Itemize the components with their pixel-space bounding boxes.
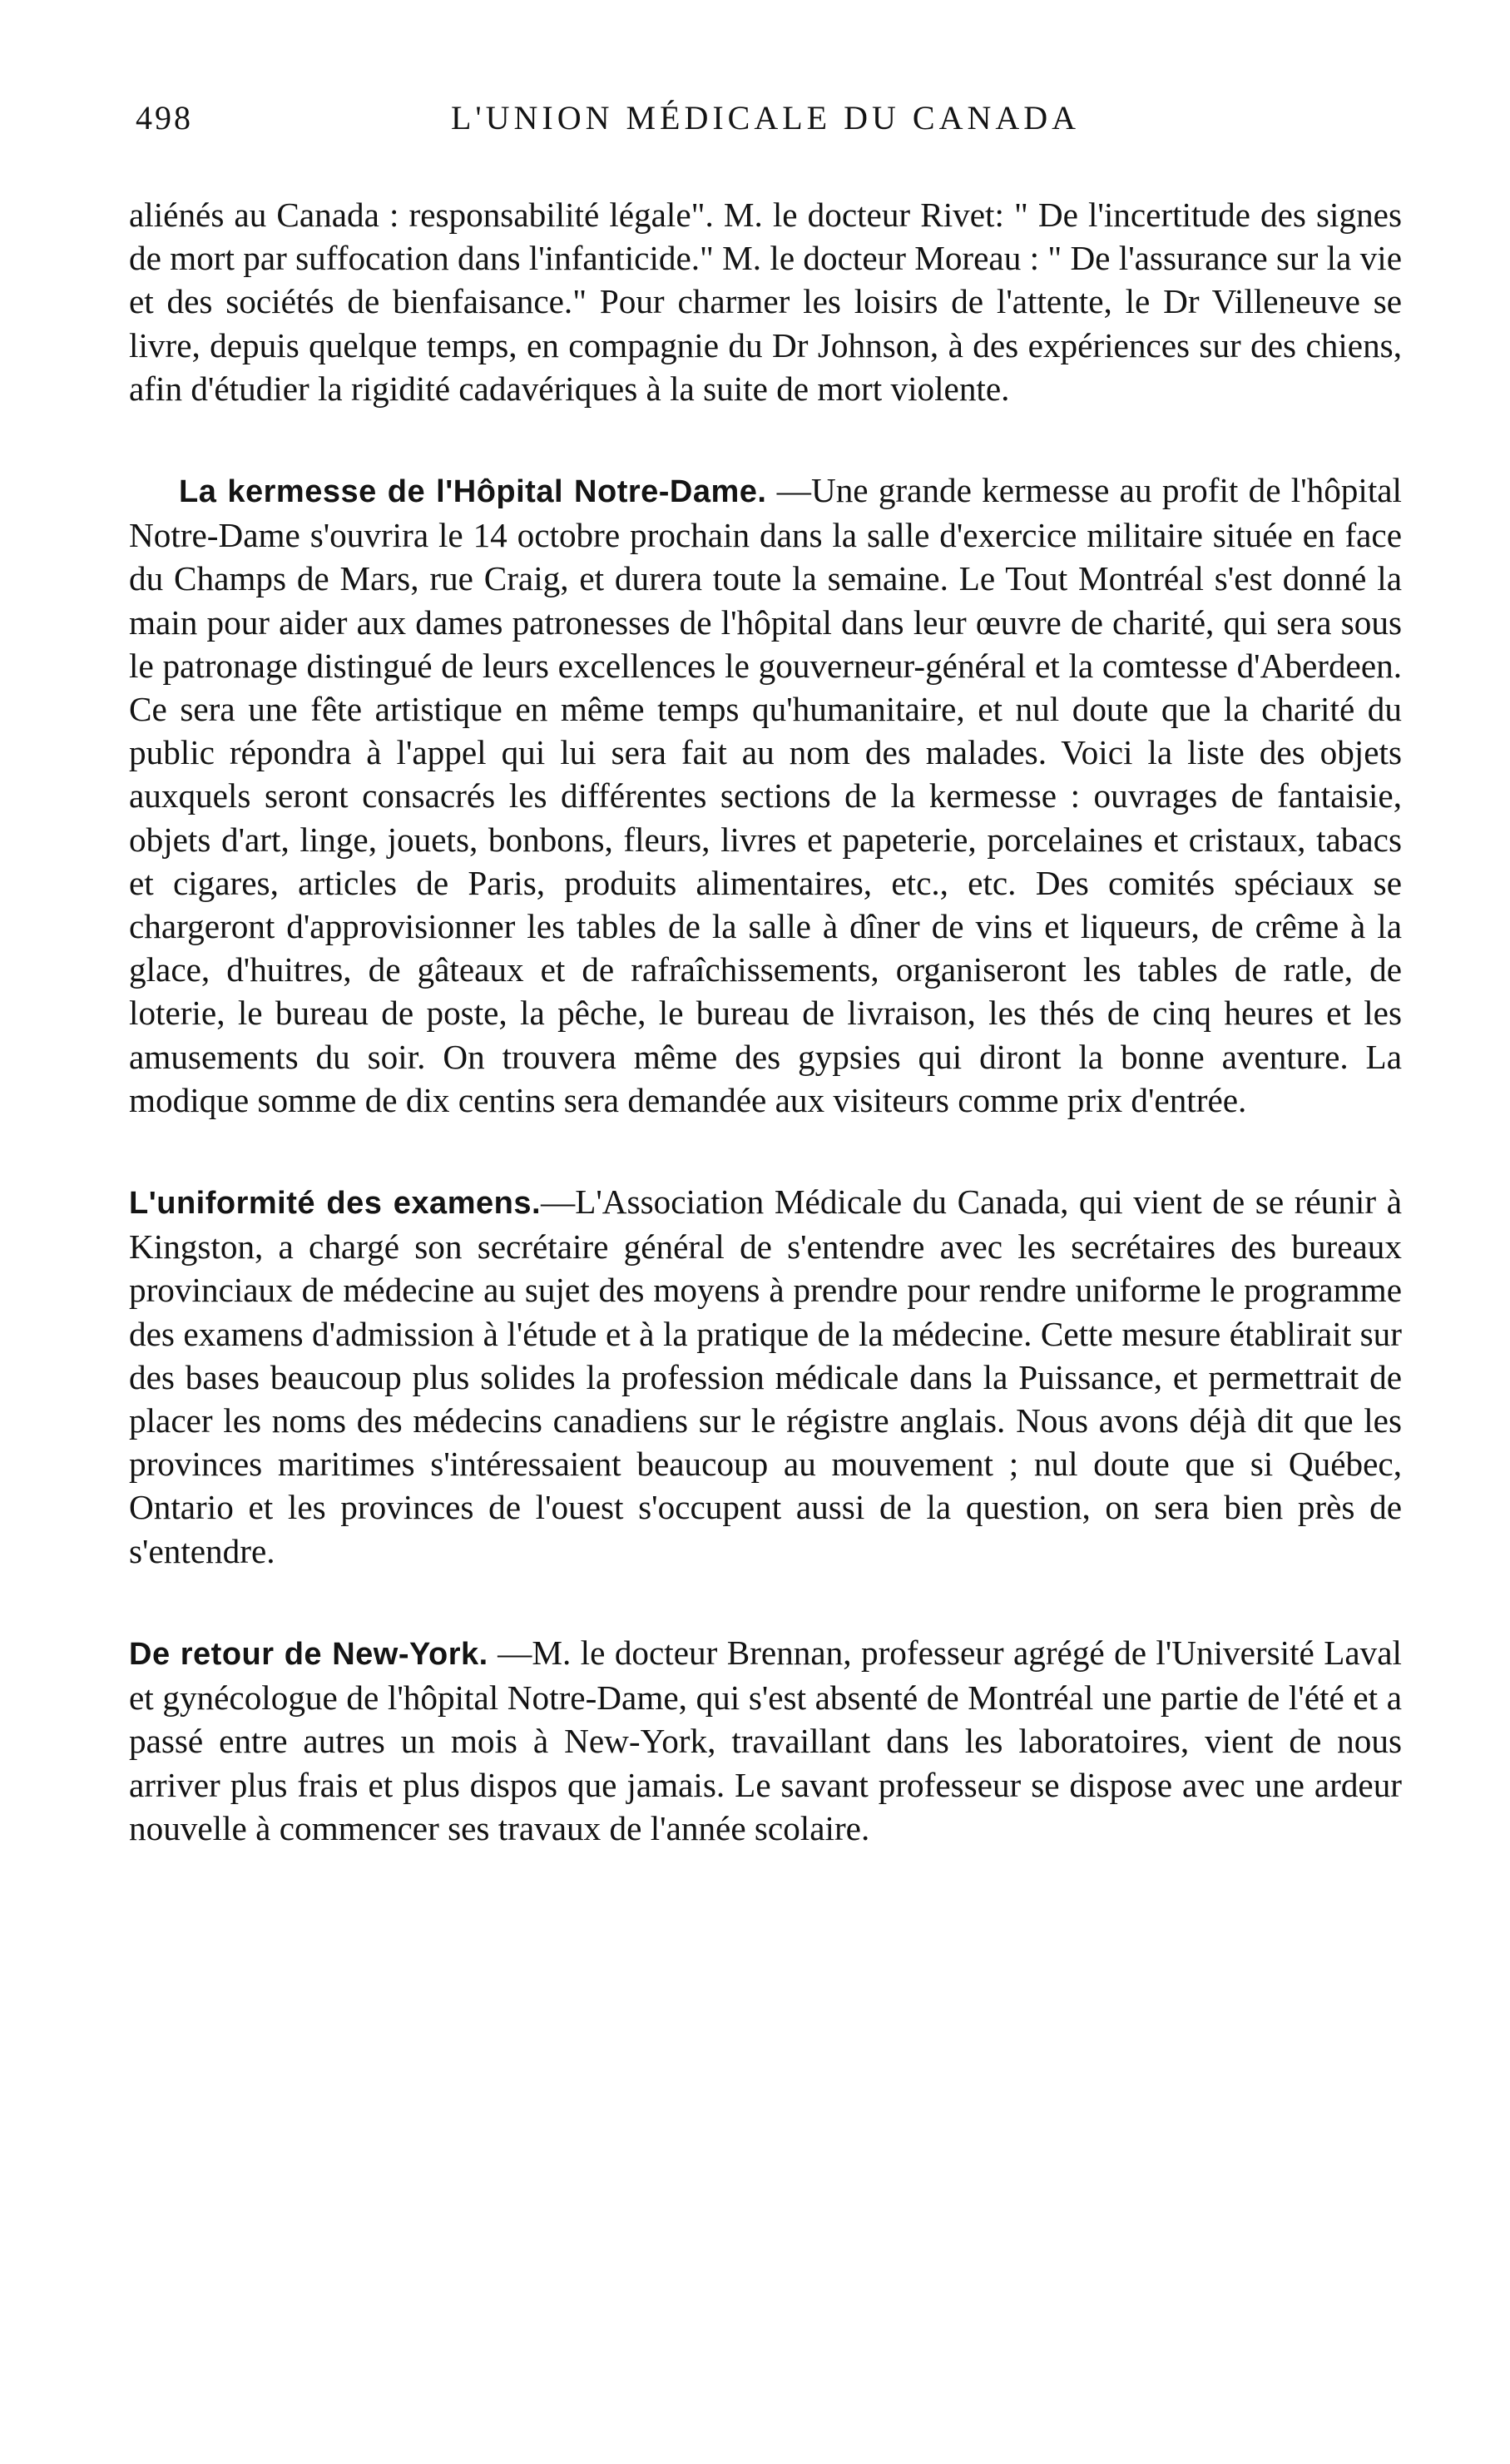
paragraph-text: —M. le docteur Brennan, professeur agrégé de l'Université Laval et gynécologue de l'hôpital Notre-Dame, qui s'est absenté de Montréal une partie de l'été et a passé entre autres un mois à New-York, travaillant dans les laboratoires, vient de nous arriver plus frais et plus dispos que jamais. Le savant professeur se dispose avec une ardeur nouvelle à commencer ses travaux de l'année scolaire.: [129, 1633, 1402, 1847]
paragraph-text: aliénés au Canada : responsabilité légale". M. le docteur Rivet: " De l'incertitude des signes de mort par suffocation dans l'infanticide." M. le docteur Moreau : " De l'assurance sur la vie et des sociétés de bienfaisance." Pour charmer les loisirs de l'attente, le Dr Villeneuve se livre, depuis quelque temps, en compagnie du Dr Johnson, à des expériences sur des chiens, afin d'étudier la rigidité cadavériques à la suite de mort violente.: [129, 196, 1402, 408]
page-number: 498: [136, 99, 193, 136]
paragraph-continuation: [129, 193, 1402, 410]
section-heading-uniformite: L'uniformité des examens.: [129, 1186, 542, 1222]
section-heading-new-york: De retour de New-York.: [129, 1636, 488, 1672]
paragraph-text: —L'Association Médicale du Canada, qui vient de se réunir à Kingston, a chargé son secrétaire général de s'entendre avec les secrétaires des bureaux provinciaux de médecine au sujet des moyens à prendre pour rendre uniforme le programme des examens d'admission à l'étude et à la pratique de la médecine. Cette mesure établirait sur des bases beaucoup plus solides la profession médicale dans la Puissance, et permettrait de placer les noms des médecins canadiens sur le régistre anglais. Nous avons déjà dit que les provinces maritimes s'intéressaient beaucoup au mouvement ; nul doute que si Québec, Ontario et les provinces de l'ouest s'occupent aussi de la question, on sera bien près de s'entendre.: [129, 1182, 1403, 1570]
page-header: [129, 98, 1402, 150]
paragraph-new-york: [129, 1631, 1402, 1850]
section-heading-kermesse: La kermesse de l'Hôpital Notre-Dame.: [179, 474, 767, 510]
paragraph-uniformite: [129, 1180, 1402, 1573]
paragraph-kermesse: [129, 469, 1402, 1122]
paragraph-text: —Une grande kermesse au profit de l'hôpital Notre-Dame s'ouvrira le 14 octobre prochain dans la salle d'exercice militaire située en face du Champs de Mars, rue Craig, et durera toute la semaine. Le Tout Montréal s'est donné la main pour aider aux dames patronesses de l'hôpital dans leur œuvre de charité, qui sera sous le patronage distingué de leurs excellences le gouverneur-général et la comtesse d'Aberdeen. Ce sera une fête artistique en même temps qu'humanitaire, et nul doute que la charité du public répondra à l'appel qui lui sera fait au nom des malades. Voici la liste des objets auxquels seront consacrés les différentes sections de la kermesse : ouvrages de fantaisie, objets d'art, linge, jouets, bonbons, fleurs, livres et papeterie, porcelaines et cristaux, tabacs et cigares, articles de Paris, produits alimentaires, etc., etc. Des comités spéciaux se chargeront d'approvisionner les tables de la salle à dîner de vins et liqueurs, de crême à la glace, d'huitres, de gâteaux et de rafraîchissements, organiseront les tables de ratle, de loterie, le bureau de poste, la pêche, le bureau de livraison, les thés de cinq heures et les amusements du soir. On trouvera même des gypsies qui diront la bonne aventure. La modique somme de dix centins sera demandée aux visiteurs comme prix d'entrée.: [129, 471, 1403, 1119]
document-page: [129, 98, 1402, 1850]
running-title: L'UNION MÉDICALE DU CANADA: [450, 99, 1081, 136]
